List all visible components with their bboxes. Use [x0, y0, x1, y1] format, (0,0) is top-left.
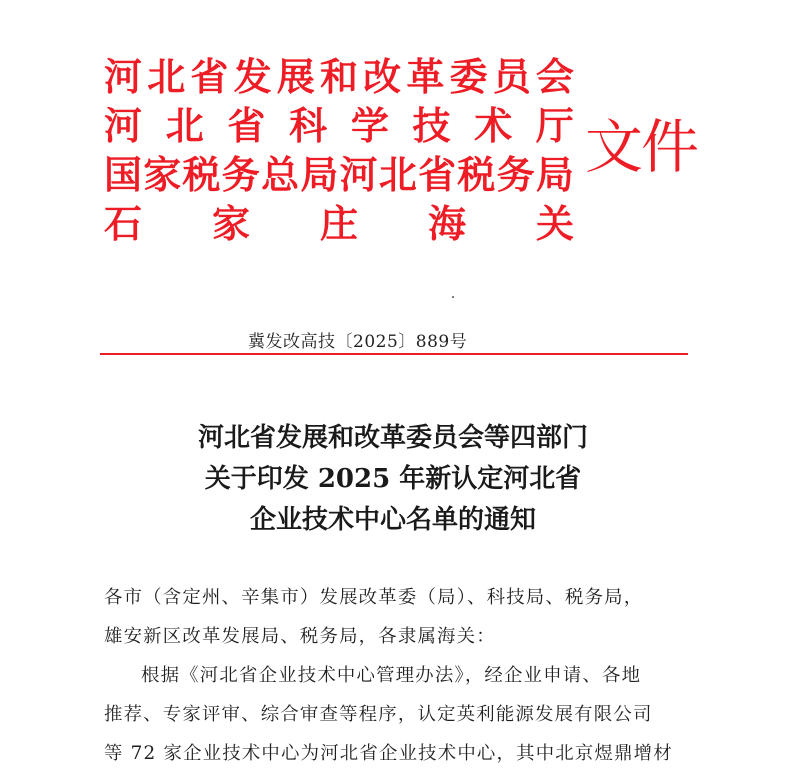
- agency-char: 厅: [535, 103, 574, 148]
- agency-char: 发: [233, 54, 272, 99]
- agency-char: 北: [165, 103, 204, 148]
- issuing-agencies-header: [104, 52, 574, 248]
- paragraph-line-2: 推荐、专家评审、综合审查等程序，认定英利能源发展有限公司: [104, 704, 653, 725]
- agency-char: 省: [190, 54, 229, 99]
- document-type-label: 文件: [585, 113, 698, 181]
- agency-char: 河: [104, 103, 143, 148]
- agency-char: 术: [474, 103, 513, 148]
- notice-body: [104, 578, 704, 773]
- agency-char: 和: [319, 54, 358, 99]
- agency-char: 局: [300, 152, 339, 197]
- title-line-2: 关于印发 2025 年新认定河北省: [204, 464, 582, 494]
- agency-line-customs: [104, 199, 574, 248]
- agency-char: 石: [104, 201, 143, 246]
- agency-char: 委: [449, 54, 488, 99]
- document-number-text: 冀发改高技〔2025〕889号: [248, 332, 468, 352]
- agency-char: 局: [535, 152, 574, 197]
- title-line-3: 企业技术中心名单的通知: [249, 505, 536, 535]
- agency-line-science-tech: [104, 101, 574, 150]
- agency-char: 展: [276, 54, 315, 99]
- agency-line-tax-bureau: [104, 150, 574, 199]
- paragraph-line-1: 根据《河北省企业技术中心管理办法》，经企业申请、各地: [141, 665, 642, 686]
- agency-char: 河: [104, 54, 143, 99]
- agency-char: 海: [427, 201, 466, 246]
- red-separator-rule: [100, 353, 688, 355]
- recipients-line-1: 各市（含定州、辛集市）发展改革委（局）、科技局、税务局，: [104, 587, 644, 608]
- agency-char: 技: [412, 103, 451, 148]
- agency-char: 会: [535, 54, 574, 99]
- agency-char: 科: [289, 103, 328, 148]
- agency-char: 北: [378, 152, 417, 197]
- agency-char: 省: [418, 152, 457, 197]
- agency-char: 国: [104, 152, 143, 197]
- agency-char: 家: [143, 152, 182, 197]
- agency-char: 庄: [319, 201, 358, 246]
- agency-char: 务: [221, 152, 260, 197]
- stray-dot: [452, 296, 454, 298]
- agency-char: 河: [339, 152, 378, 197]
- agency-char: 员: [492, 54, 531, 99]
- agency-char: 改: [363, 54, 402, 99]
- agency-char: 税: [457, 152, 496, 197]
- agency-char: 学: [350, 103, 389, 148]
- agency-char: 革: [406, 54, 445, 99]
- recipients-line-2: 雄安新区改革发展局、税务局，各隶属海关：: [104, 626, 496, 647]
- agency-char: 关: [535, 201, 574, 246]
- agency-char: 省: [227, 103, 266, 148]
- title-line-1: 河北省发展和改革委员会等四部门: [197, 423, 588, 453]
- agency-char: 税: [182, 152, 221, 197]
- agency-char: 家: [211, 201, 250, 246]
- agency-char: 总: [261, 152, 300, 197]
- agency-line-ndrc: [104, 52, 574, 101]
- agency-char: 北: [147, 54, 186, 99]
- paragraph-line-3: 等 72 家企业技术中心为河北省企业技术中心，其中北京煜鼎增材: [104, 743, 673, 764]
- notice-title: [0, 418, 786, 541]
- agency-char: 务: [496, 152, 535, 197]
